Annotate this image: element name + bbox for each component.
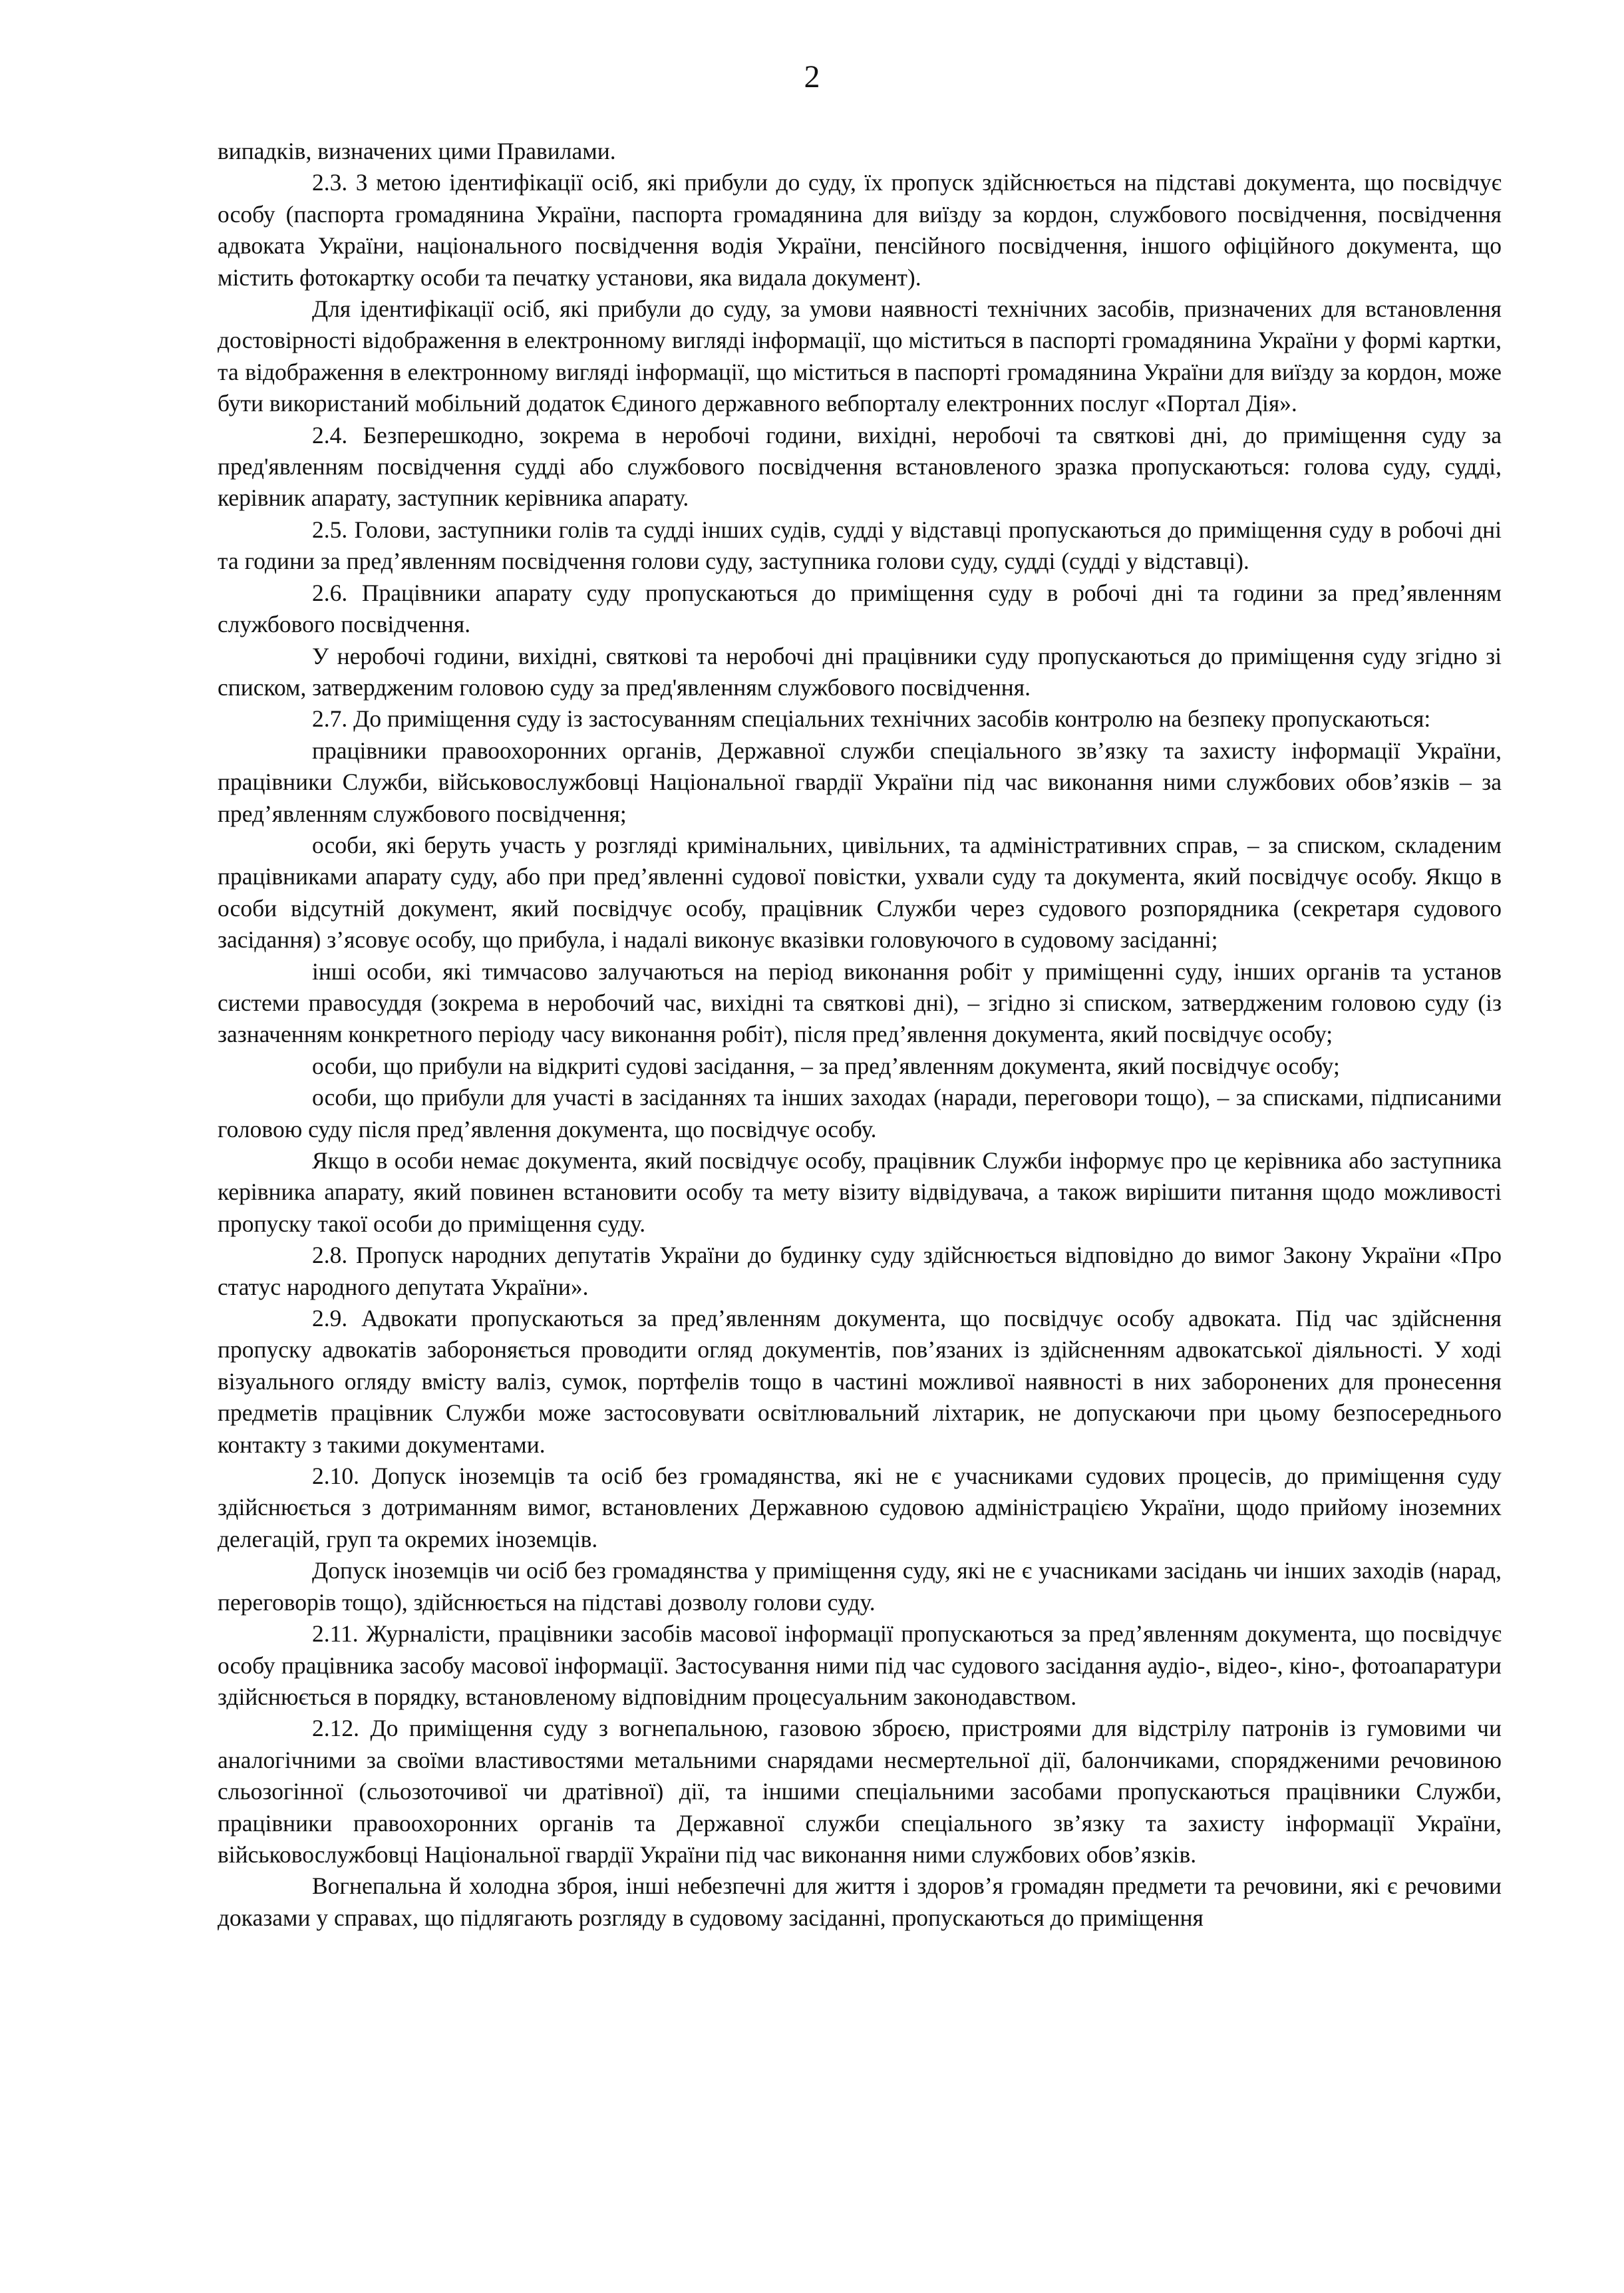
page-number: 2 xyxy=(804,59,820,94)
paragraph-open-hearings: особи, що прибули на відкриті судові засідання, – за пред’явленням документа, який посвідчує особу; xyxy=(312,1052,1340,1079)
paragraph-2-4: 2.4. Безперешкодно, зокрема в неробочі години, вихідні, неробочі та святкові дні, до приміщення суду за пред'явленням посвідчення судді або службового посвідчення встановленого зразка пропускаються: голова суду, судді, керівник апарату, заступник керівника апарату. xyxy=(218,421,1502,512)
paragraph-meetings: особи, що прибули для участі в засіданнях та інших заходах (наради, переговори тощо), – за списками, підписаними головою суду після пред’явлення документа, що посвідчує особу. xyxy=(218,1084,1502,1143)
paragraph-2-12: 2.12. До приміщення суду з вогнепальною, газовою зброєю, пристроями для відстрілу патронів із гумовими чи аналогічними за своїми властивостями метальними снарядами несмертельної дії, балончиками, спорядженими речовиною сльозогінної (сльозоточивої чи дратівної) дії, та іншими спеціальними засобами пропускаються працівники Служби, працівники правоохоронних органів та Державної служби спеціального зв’язку та захисту інформації України, військовослужбовці Національної гвардії України під час виконання ними службових обов’язків. xyxy=(218,1715,1502,1868)
document-body xyxy=(218,136,1502,1934)
paragraph-law-enforcement: працівники правоохоронних органів, Державної служби спеціального зв’язку та захисту інформації України, працівники Служби, військовослужбовці Національної гвардії України під час виконання ними службових обов’язків – за пред’явленням службового посвідчення; xyxy=(218,737,1502,827)
paragraph-2-9: 2.9. Адвокати пропускаються за пред’явленням документа, що посвідчує особу адвоката. Під час здійснення пропуску адвокатів забороняється проводити огляд документів, пов’язаних із здійсненням адвокатської діяльності. У ході візуального огляду вмісту валіз, сумок, портфелів тощо в частині можливої наявності в них заборонених для пронесення предметів працівник Служби може застосовувати освітлювальний ліхтарик, не допускаючи при цьому безпосереднього контакту з такими документами. xyxy=(218,1305,1502,1458)
paragraph-2-5: 2.5. Голови, заступники голів та судді інших судів, судді у відставці пропускаються до приміщення суду в робочі дні та години за пред’явленням посвідчення голови суду, заступника голови суду, судді (судді у відставці). xyxy=(218,516,1502,575)
paragraph-continuation: випадків, визначених цими Правилами. xyxy=(218,138,616,164)
paragraph-case-participants: особи, які беруть участь у розгляді кримінальних, цивільних, та адміністративних справ, – за списком, складеним працівниками апарату суду, або при пред’явленні судової повістки, ухвали суду та документа, який посвідчує особу. Якщо в особи відсутній документ, який посвідчує особу, працівник Служби через судового розпорядника (секретаря судового засідання) з’ясовує особу, що прибула, і надалі виконує вказівки головуючого в судовому засіданні; xyxy=(218,831,1502,954)
paragraph-2-11: 2.11. Журналісти, працівники засобів масової інформації пропускаються за пред’явленням документа, що посвідчує особу працівника засобу масової інформації. Застосування ними під час судового засідання аудіо-, відео-, кіно-, фотоапаратури здійснюється в порядку, встановленому відповідним процесуальним законодавством. xyxy=(218,1620,1502,1710)
paragraph-2-6: 2.6. Працівники апарату суду пропускаються до приміщення суду в робочі дні та години за пред’явленням службового посвідчення. xyxy=(218,579,1502,638)
paragraph-2-8: 2.8. Пропуск народних депутатів України до будинку суду здійснюється відповідно до вимог Закону України «Про статус народного депутата України». xyxy=(218,1242,1502,1300)
paragraph-2-7: 2.7. До приміщення суду із застосуванням спеціальних технічних засобів контролю на безпеку пропускаються: xyxy=(312,705,1431,733)
paragraph-foreigners-permission: Допуск іноземців чи осіб без громадянства у приміщення суду, які не є учасниками засідань чи інших заходів (нарад, переговорів тощо), здійснюється на підставі дозволу голови суду. xyxy=(218,1557,1502,1616)
paragraph-diia-identification: Для ідентифікації осіб, які прибули до суду, за умови наявності технічних засобів, призначених для встановлення достовірності відображення в електронному вигляді інформації, що міститься в паспорті громадянина України у формі картки, та відображення в електронному вигляді інформації, що міститься в паспорті громадянина України для виїзду за кордон, може бути використаний мобільний додаток Єдиного державного вебпорталу електронних послуг «Портал Дія». xyxy=(218,295,1502,417)
paragraph-temporary-workers: інші особи, які тимчасово залучаються на період виконання робіт у приміщенні суду, інших органів та установ системи правосуддя (зокрема в неробочий час, вихідні та святкові дні), – згідно зі списком, затвердженим головою суду (із зазначенням конкретного періоду часу виконання робіт), після пред’явлення документа, який посвідчує особу; xyxy=(218,958,1502,1048)
paragraph-weapons-evidence: Вогнепальна й холодна зброя, інші небезпечні для життя і здоров’я громадян предмети та речовини, які є речовими доказами у справах, що підлягають розгляду в судовому засіданні, пропускаються до приміщення xyxy=(218,1872,1502,1931)
paragraph-2-3: 2.3. З метою ідентифікації осіб, які прибули до суду, їх пропуск здійснюється на підставі документа, що посвідчує особу (паспорта громадянина України, паспорта громадянина для виїзду за кордон, службового посвідчення, посвідчення адвоката України, національного посвідчення водія України, пенсійного посвідчення, іншого офіційного документа, що містить фотокартку особи та печатку установи, яка видала документ). xyxy=(218,169,1502,291)
paragraph-no-document: Якщо в особи немає документа, який посвідчує особу, працівник Служби інформує про це керівника або заступника керівника апарату, який повинен встановити особу та мету візиту відвідувача, а також вирішити питання щодо можливості пропуску такої особи до приміщення суду. xyxy=(218,1147,1502,1237)
paragraph-non-working-hours: У неробочі години, вихідні, святкові та неробочі дні працівники суду пропускаються до приміщення суду згідно зі списком, затвердженим головою суду за пред'явленням службового посвідчення. xyxy=(218,642,1502,701)
paragraph-2-10: 2.10. Допуск іноземців та осіб без громадянства, які не є учасниками судових процесів, до приміщення суду здійснюється з дотриманням вимог, встановлених Державною судовою адміністрацією України, щодо прийому іноземних делегацій, груп та окремих іноземців. xyxy=(218,1463,1502,1552)
